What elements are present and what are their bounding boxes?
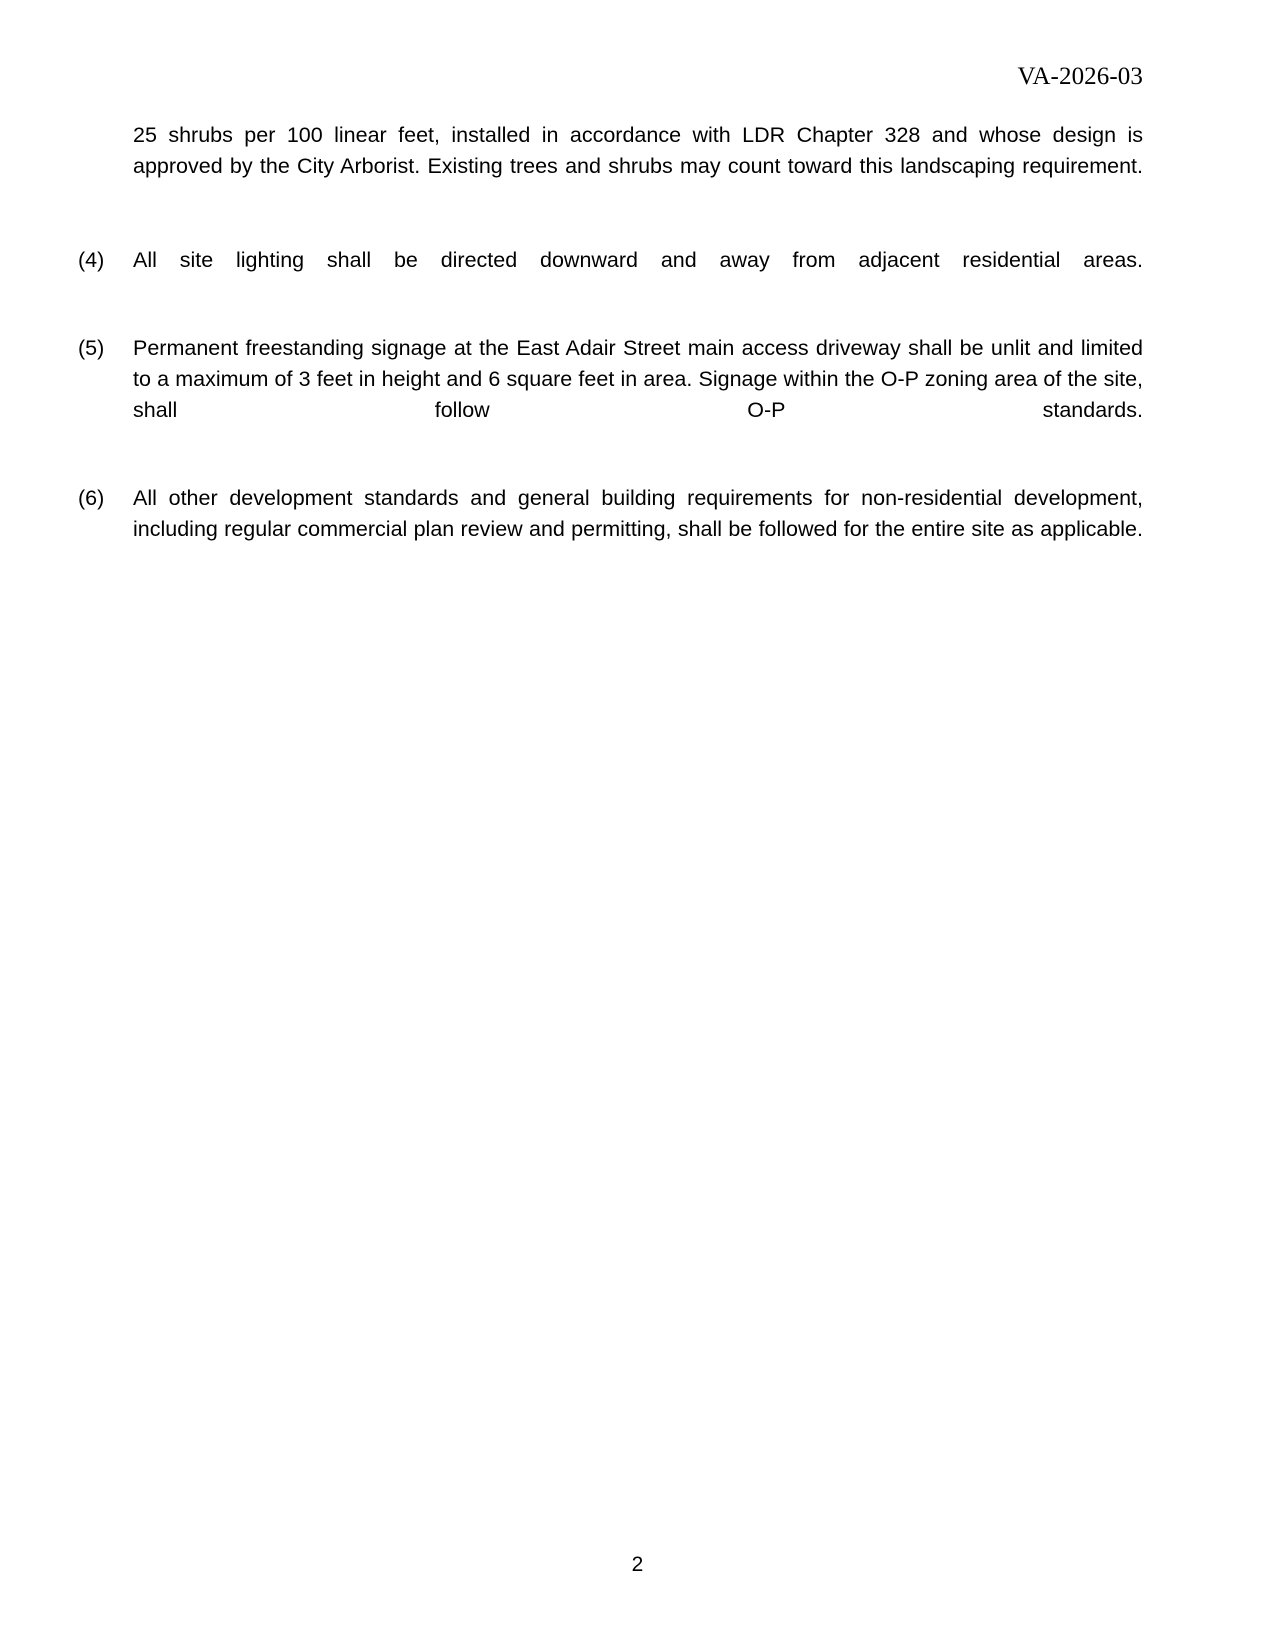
numbered-item-4-marker: (4) (78, 248, 105, 272)
document-number-header: VA-2026-03 (1017, 63, 1143, 90)
numbered-item-4 (78, 245, 1143, 307)
numbered-item-4-text: All site lighting shall be directed downward and away from adjacent residential areas. (133, 248, 1143, 272)
document-body (78, 120, 1143, 602)
numbered-item-5-marker: (5) (78, 336, 105, 360)
continuation-paragraph (78, 120, 1143, 213)
numbered-item-5 (78, 333, 1143, 457)
numbered-item-6-marker: (6) (78, 486, 105, 510)
page-number: 2 (631, 1553, 644, 1576)
numbered-item-6 (78, 483, 1143, 576)
numbered-item-5-text: Permanent freestanding signage at the East Adair Street main access driveway shall be unlit and limited to a maximum of 3 feet in height and 6 square feet in area. Signage within the O-P zoning area of the site, shall follow O-P standards. (133, 336, 1143, 422)
continuation-paragraph-text: 25 shrubs per 100 linear feet, installed in accordance with LDR Chapter 328 and whose design is approved by the City Arborist. Existing trees and shrubs may count toward this landscaping requirement. (133, 123, 1143, 178)
numbered-item-6-text: All other development standards and general building requirements for non-residential development, including regular commercial plan review and permitting, shall be followed for the entire site as applicable. (133, 486, 1143, 541)
